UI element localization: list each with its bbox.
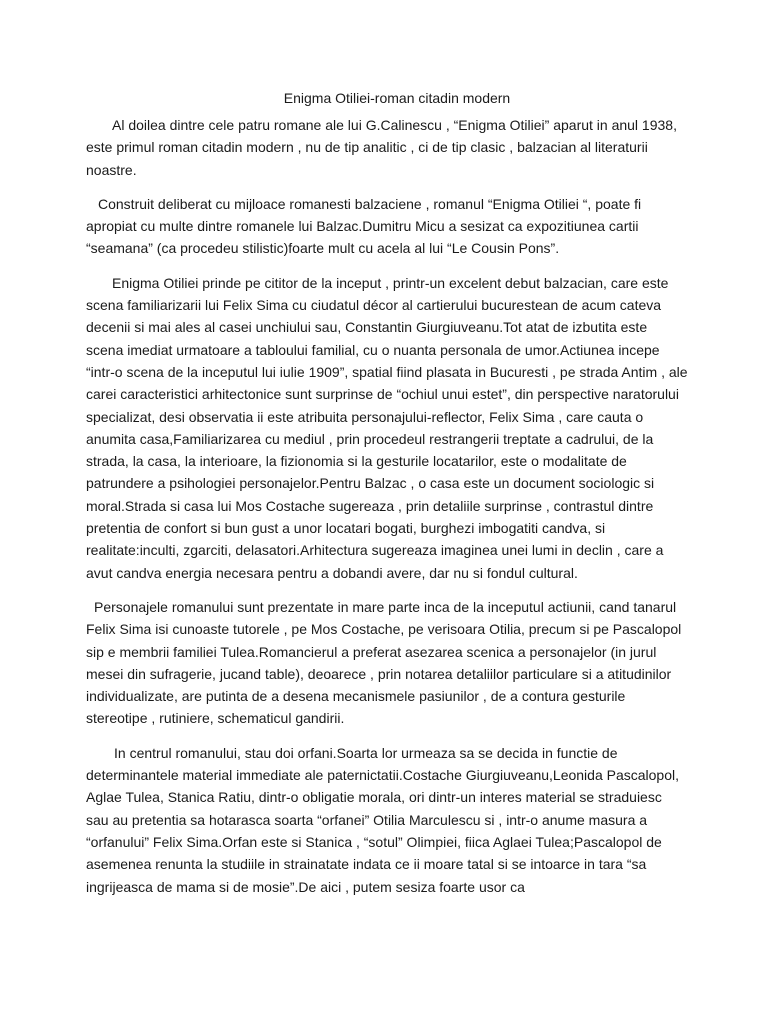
document-title: Enigma Otiliei-roman citadin modern [283, 90, 511, 106]
paragraph-3: Enigma Otiliei prinde pe cititor de la inceput , printr-un excelent debut balzacian, care este scena familiarizarii lui Felix Sima cu ciudatul décor al cartierului bucurestean de acum cateva decenii si mai ales al casei unchiului sau, Constantin Giurgiuveanu.Tot atat de izbutita este scena imediat urmatoare a tabloului familial, cu o nuanta personala de umor.Actiunea incepe “intr-o scena de la inceputul lui iulie 1909”, spatial fiind plasata in Bucuresti , pe strada Antim , ale carei caracteristici arhitectonice sunt surprinse de “ochiul unui estet”, din perspective naratorului specializat, desi observatia ii este atribuita personajului-reflector, Felix Sima , care cauta o anumita casa,Familiarizarea cu mediul , prin procedeul restrangerii treptate a cadrului, de la strada, la casa, la interioare, la fizionomia si la gesturile locatarilor, este o modalitate de patrundere a psihologiei personajelor.Pentru Balzac , o casa este un document sociologic si moral.Strada si casa lui Mos Costache sugereaza , prin detaliile surprinse , contrastul dintre pretentia de confort si bun gust a unor locatari bogati, burghezi imbogatiti candva, si realitate:inculti, zgarciti, delasatori.Arhitectura sugereaza imaginea unei lumi in declin , care a avut candva energia necesara pentru a dobandi avere, dar nu si fondul cultural. [86, 274, 688, 581]
paragraph-4: Personajele romanului sunt prezentate in mare parte inca de la inceputul actiunii, cand tanarul Felix Sima isi cunoaste tutorele , pe Mos Costache, pe verisoara Otilia, precum si pe Pascalopol sip e membrii familiei Tulea.Romancierul a preferat asezarea scenica a personajelor (in jurul mesei din sufragerie, jucand table), deoarece , prin notarea detaliilor particulare si a atitudinilor individualizate, are putinta de a desena mecanismele pasiunilor , de a contura gesturile stereotipe , rutiniere, schematicul gandirii. [86, 598, 682, 727]
paragraph-2: Construit deliberat cu mijloace romanesti balzaciene , romanul “Enigma Otiliei “, poate fi apropiat cu multe dintre romanele lui Balzac.Dumitru Micu a sesizat ca expozitiunea cartii “seamana” (ca procedeu stilistic)foarte mult cu acela al lui “Le Cousin Pons”. [86, 195, 642, 257]
paragraph-1: Al doilea dintre cele patru romane ale lui G.Calinescu , “Enigma Otiliei” aparut in anul 1938, este primul roman citadin modern , nu de tip analitic , ci de tip clasic , balzacian al literaturii noastre. [86, 117, 677, 178]
paragraph-5: In centrul romanului, stau doi orfani.Soarta lor urmeaza sa se decida in functie de determinantele material immediate ale paternictatii.Costache Giurgiuveanu,Leonida Pascalopol, Aglae Tulea, Stanica Ratiu, dintr-o obligatie morala, ori dintr-un interes material se straduiesc sau au pretentia sa hotarasca soarta “orfanei” Otilia Marculescu si , intr-o anume masura a “orfanului” Felix Sima.Orfan este si Stanica , “sotul” Olimpiei, fiica Aglaei Tulea;Pascalopol de asemenea renunta la studiile in strainatate indata ce ii moare tatal si se intoarce in tara “sa ingrijeasca de mama si de mosie”.De aici , putem sesiza foarte usor ca [86, 744, 680, 895]
